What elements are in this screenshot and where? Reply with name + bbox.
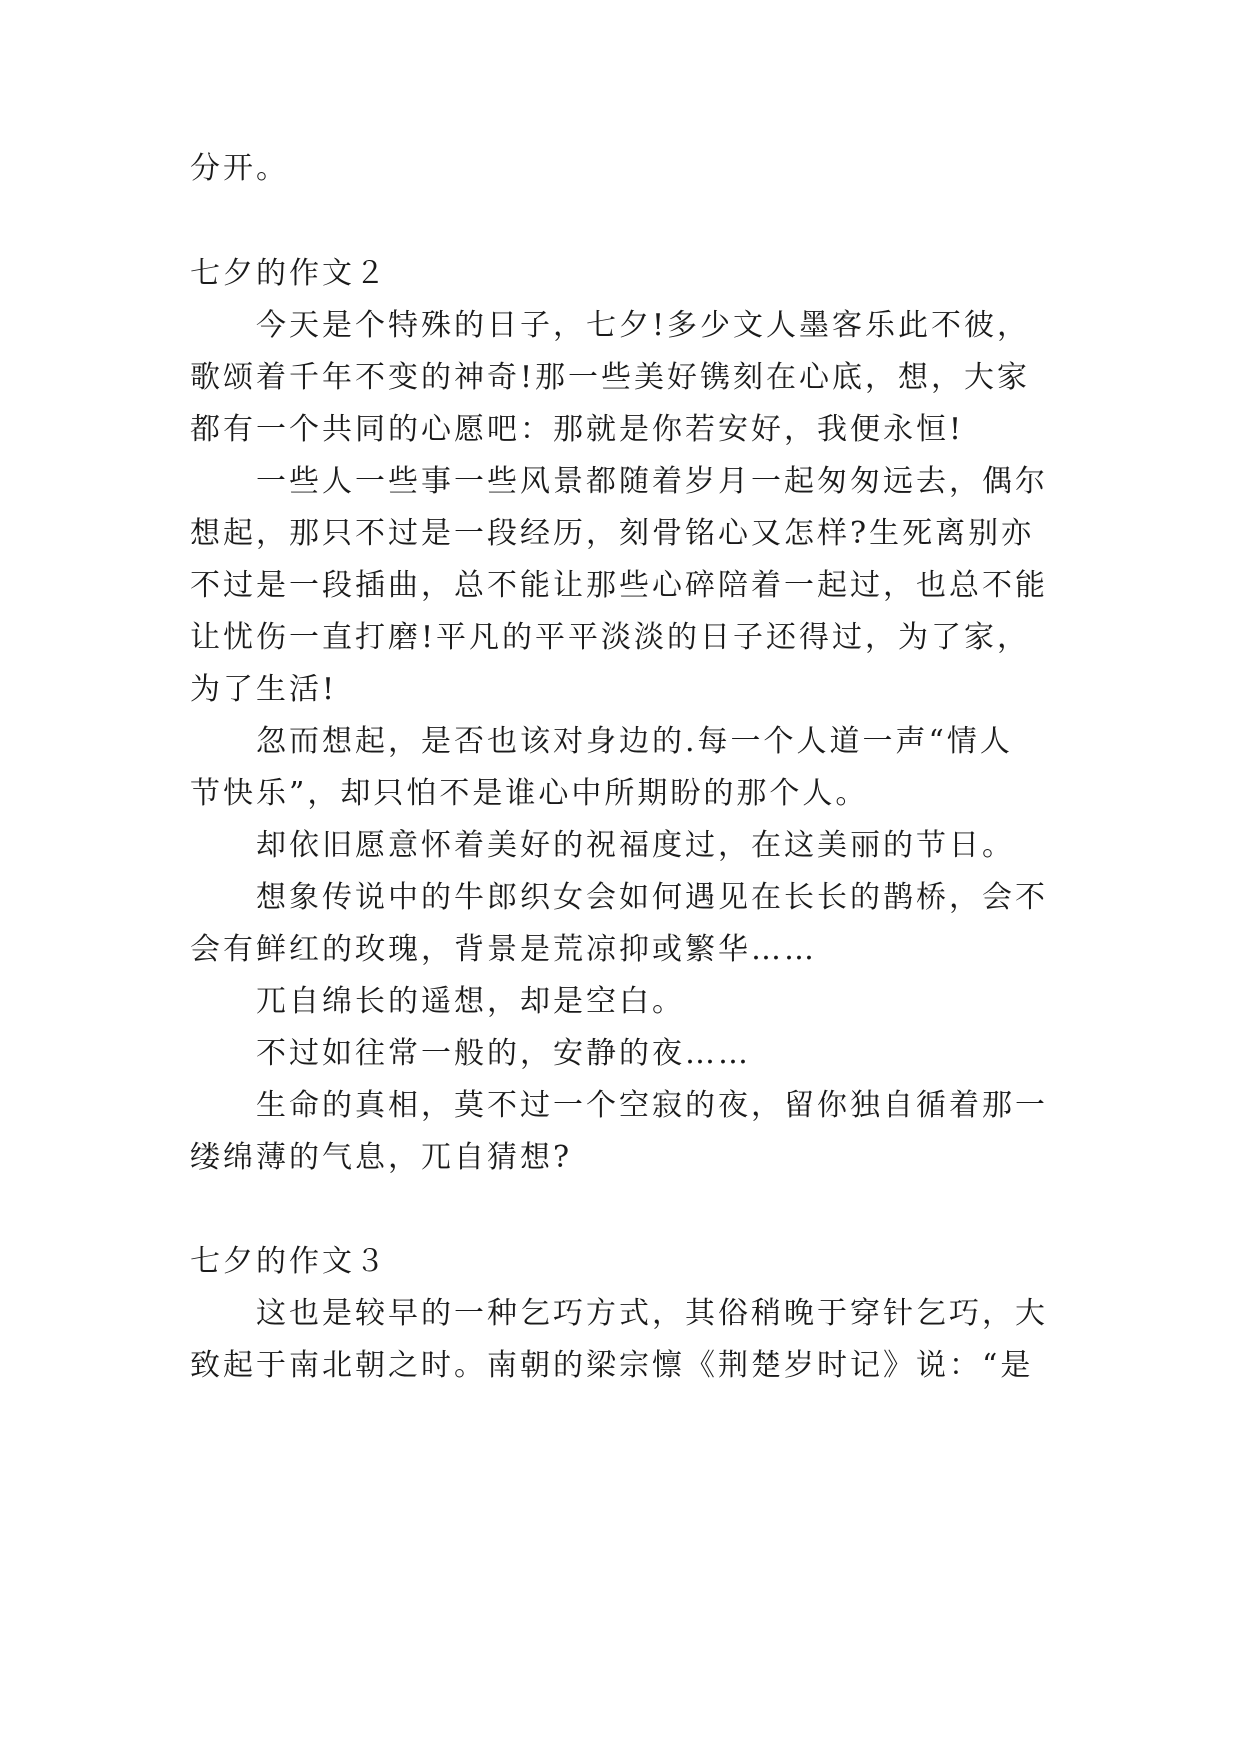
text-line: 忽而想起，是否也该对身边的.每一个人道一声“情人 bbox=[256, 724, 1013, 759]
text-line: 缕绵薄的气息，兀自猜想? bbox=[190, 1140, 573, 1175]
section-heading-3: 七夕的作文３ bbox=[190, 1244, 388, 1279]
text-line: 想象传说中的牛郎织女会如何遇见在长长的鹊桥，会不 bbox=[256, 880, 1048, 915]
text-line: 想起，那只不过是一段经历，刻骨铭心又怎样?生死离别亦 bbox=[190, 516, 1035, 551]
text-line: 让忧伤一直打磨!平凡的平平淡淡的日子还得过，为了家， bbox=[190, 620, 1031, 655]
text-line: 这也是较早的一种乞巧方式，其俗稍晚于穿针乞巧，大 bbox=[256, 1296, 1048, 1331]
paragraph-fragment: 分开。 bbox=[190, 151, 289, 186]
text-line: 却依旧愿意怀着美好的祝福度过，在这美丽的节日。 bbox=[256, 828, 1015, 863]
text-line: 节快乐”，却只怕不是谁心中所期盼的那个人。 bbox=[190, 776, 869, 811]
text-line: 生命的真相，莫不过一个空寂的夜，留你独自循着那一 bbox=[256, 1088, 1048, 1123]
text-line: 兀自绵长的遥想，却是空白。 bbox=[256, 984, 685, 1019]
text-line: 不过是一段插曲，总不能让那些心碎陪着一起过，也总不能 bbox=[190, 568, 1048, 603]
section-heading-2: 七夕的作文２ bbox=[190, 256, 388, 291]
text-line: 为了生活! bbox=[190, 672, 338, 707]
text-line: 一些人一些事一些风景都随着岁月一起匆匆远去，偶尔 bbox=[256, 464, 1048, 499]
text-line: 歌颂着千年不变的神奇!那一些美好镌刻在心底，想，大家 bbox=[190, 360, 1031, 395]
text-line: 都有一个共同的心愿吧：那就是你若安好，我便永恒! bbox=[190, 412, 965, 447]
text-line: 致起于南北朝之时。南朝的梁宗懔《荆楚岁时记》说：“是 bbox=[190, 1348, 1034, 1383]
text-line: 不过如往常一般的，安静的夜…… bbox=[256, 1036, 751, 1071]
text-line: 今天是个特殊的日子，七夕!多少文人墨客乐此不彼， bbox=[256, 308, 1031, 343]
text-line: 会有鲜红的玫瑰，背景是荒凉抑或繁华…… bbox=[190, 932, 817, 967]
